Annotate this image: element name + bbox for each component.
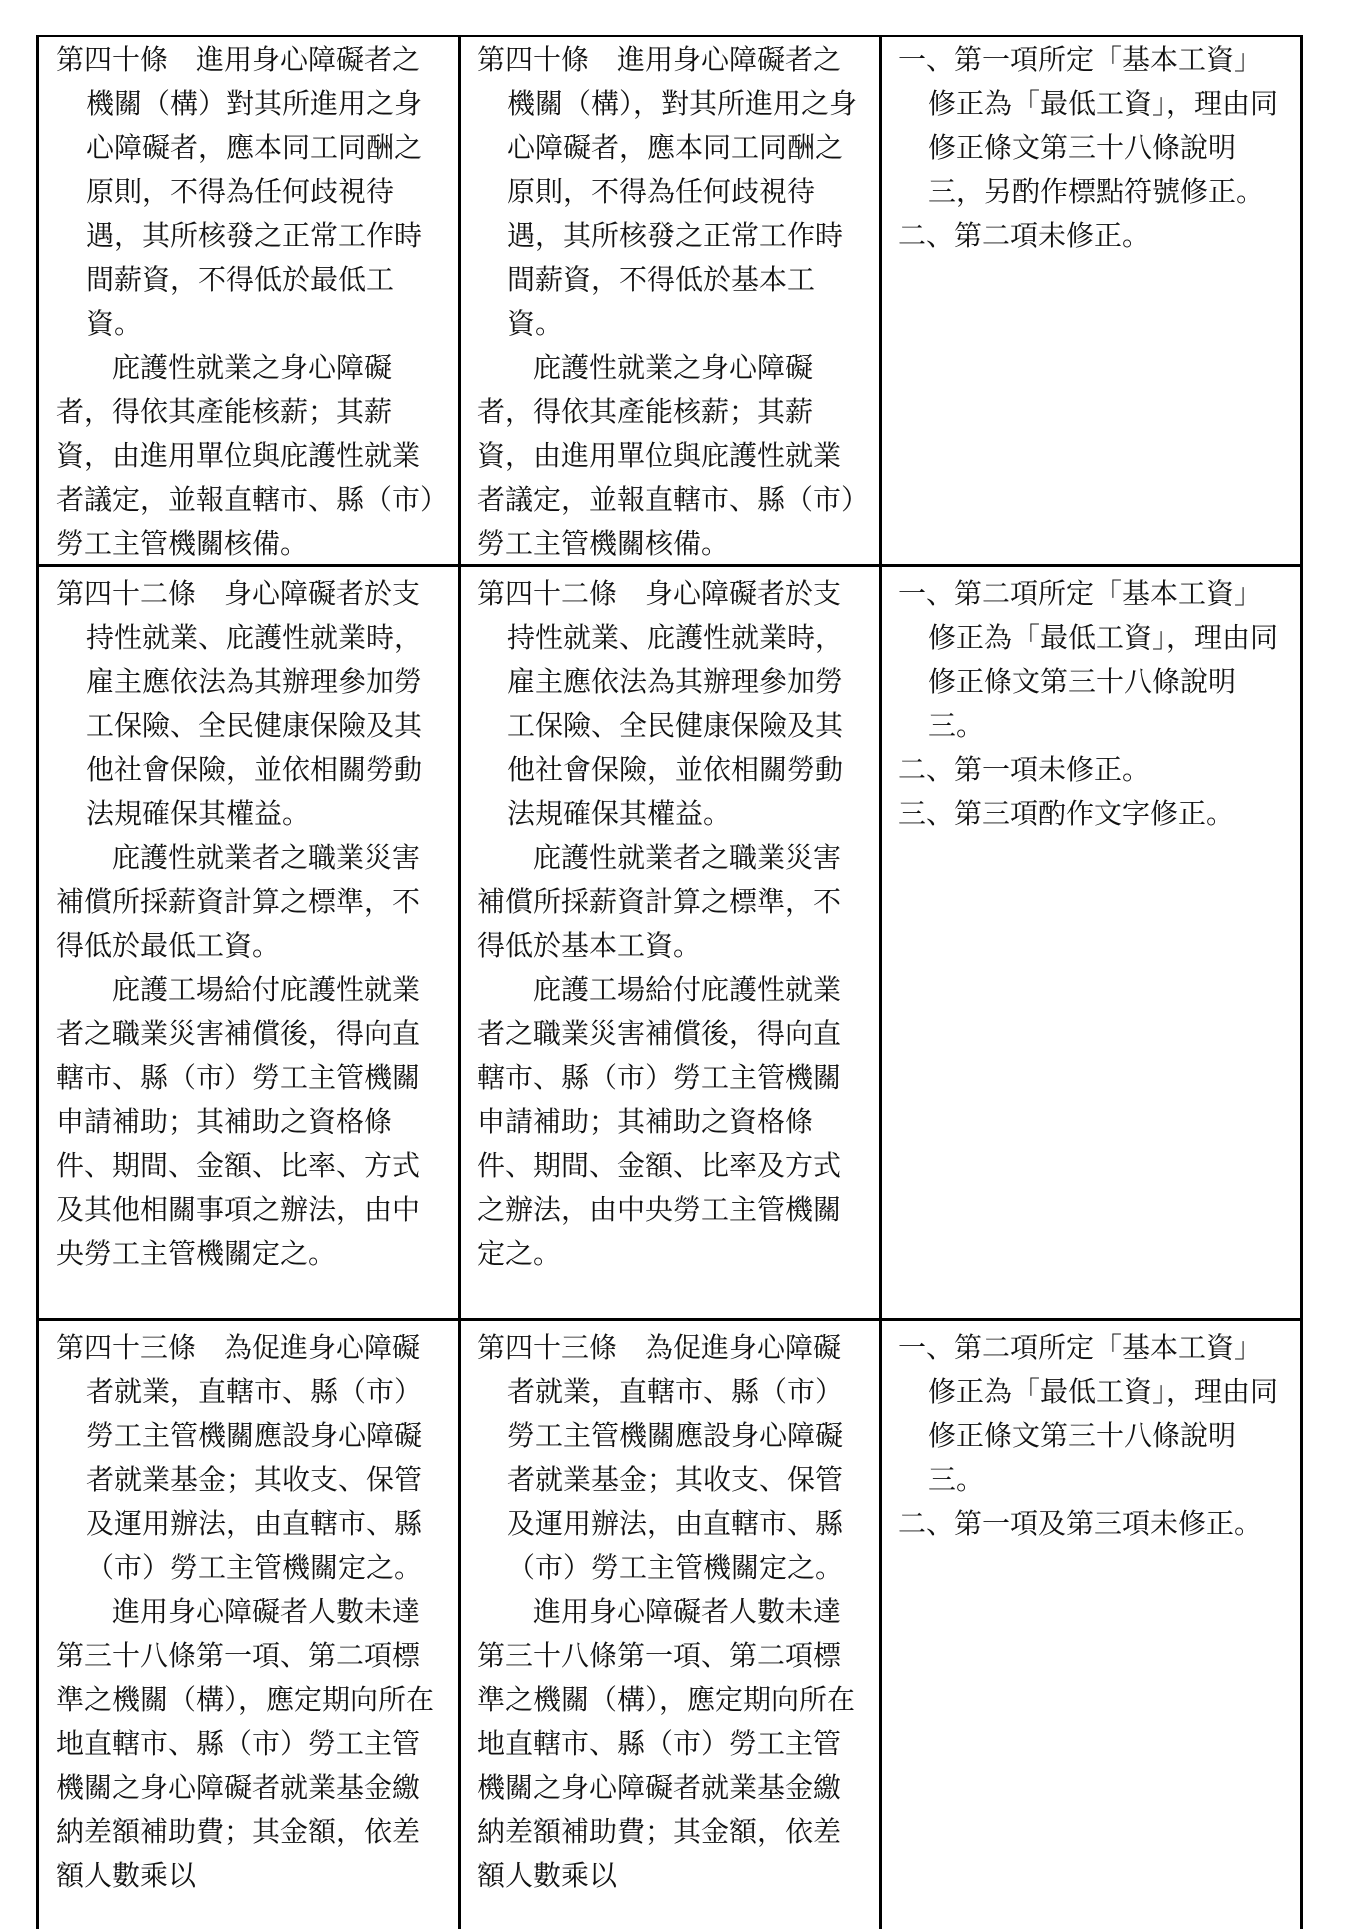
row2-explanation-item2: 二、第一項未修正。 xyxy=(898,753,1151,786)
row2-current-para1: 第四十二條 身心障礙者於支持性就業、庇護性就業時，雇主應依法為其辦理參加勞工保險、全民健康保險及其他社會保險，並依相關勞動法規確保其權益。 xyxy=(477,577,844,830)
row3-amended-para1: 第四十三條 為促進身心障礙者就業，直轄市、縣（市）勞工主管機關應設身心障礙者就業基金；其收支、保管及運用辦法，由直轄市、縣（市）勞工主管機關定之。 xyxy=(56,1331,423,1584)
row3-current-para2: 進用身心障礙者人數未達第三十八條第一項、第二項標準之機關（構），應定期向所在地直轄市、縣（市）勞工主管機關之身心障礙者就業基金繳納差額補助費；其金額，依差額人數乘以 xyxy=(477,1595,856,1892)
row1-amended-cell xyxy=(56,38,444,566)
row2-current-para3: 庇護工場給付庇護性就業者之職業災害補償後，得向直轄市、縣（市）勞工主管機關申請補助；其補助之資格條件、期間、金額、比率及方式之辦法，由中央勞工主管機關定之。 xyxy=(477,973,842,1270)
row3-amended-cell xyxy=(56,1326,444,1898)
row1-current-para2: 庇護性就業之身心障礙者，得依其產能核薪；其薪資，由進用單位與庇護性就業者議定，並報直轄市、縣（市）勞工主管機關核備。 xyxy=(477,351,856,560)
table-right-border xyxy=(1300,35,1303,1929)
row2-current-para2: 庇護性就業者之職業災害補償所採薪資計算之標準，不得低於基本工資。 xyxy=(477,841,842,962)
row2-amended-cell xyxy=(56,572,444,1276)
row1-explanation-item1: 一、第一項所定「基本工資」修正為「最低工資」，理由同修正條文第三十八條說明三，另酌作標點符號修正。 xyxy=(898,43,1279,208)
row1-amended-para2: 庇護性就業之身心障礙者，得依其產能核薪；其薪資，由進用單位與庇護性就業者議定，並報直轄市、縣（市）勞工主管機關核備。 xyxy=(56,351,435,560)
row2-amended-para1: 第四十二條 身心障礙者於支持性就業、庇護性就業時，雇主應依法為其辦理參加勞工保險、全民健康保險及其他社會保險，並依相關勞動法規確保其權益。 xyxy=(56,577,423,830)
row2-explanation-cell xyxy=(898,572,1288,836)
row1-current-para1: 第四十條 進用身心障礙者之機關（構），對其所進用之身心障礙者，應本同工同酬之原則，不得為任何歧視待遇，其所核發之正常工作時間薪資，不得低於基本工資。 xyxy=(477,43,858,340)
row3-explanation-item1: 一、第二項所定「基本工資」修正為「最低工資」，理由同修正條文第三十八條說明三。 xyxy=(898,1331,1279,1496)
row3-current-para1: 第四十三條 為促進身心障礙者就業，直轄市、縣（市）勞工主管機關應設身心障礙者就業基金；其收支、保管及運用辦法，由直轄市、縣（市）勞工主管機關定之。 xyxy=(477,1331,844,1584)
row2-amended-para2: 庇護性就業者之職業災害補償所採薪資計算之標準，不得低於最低工資。 xyxy=(56,841,421,962)
row2-current-cell xyxy=(477,572,865,1276)
row2-explanation-item3: 三、第三項酌作文字修正。 xyxy=(898,797,1235,830)
row3-explanation-item2: 二、第一項及第三項未修正。 xyxy=(898,1507,1263,1540)
column-divider-2 xyxy=(879,35,882,1929)
table-top-border xyxy=(36,35,1303,37)
row2-amended-para3: 庇護工場給付庇護性就業者之職業災害補償後，得向直轄市、縣（市）勞工主管機關申請補助；其補助之資格條件、期間、金額、比率、方式及其他相關事項之辦法，由中央勞工主管機關定之。 xyxy=(56,973,421,1270)
table-left-border xyxy=(36,35,39,1929)
row1-current-cell xyxy=(477,38,865,566)
row3-amended-para2: 進用身心障礙者人數未達第三十八條第一項、第二項標準之機關（構），應定期向所在地直轄市、縣（市）勞工主管機關之身心障礙者就業基金繳納差額補助費；其金額，依差額人數乘以 xyxy=(56,1595,435,1892)
column-divider-1 xyxy=(458,35,461,1929)
row2-explanation-item1: 一、第二項所定「基本工資」修正為「最低工資」，理由同修正條文第三十八條說明三。 xyxy=(898,577,1279,742)
row1-explanation-item2: 二、第二項未修正。 xyxy=(898,219,1151,252)
row-divider-2 xyxy=(36,1318,1303,1321)
row1-explanation-cell xyxy=(898,38,1288,258)
row3-explanation-cell xyxy=(898,1326,1288,1546)
row3-current-cell xyxy=(477,1326,865,1898)
row1-amended-para1: 第四十條 進用身心障礙者之機關（構）對其所進用之身心障礙者，應本同工同酬之原則，不得為任何歧視待遇，其所核發之正常工作時間薪資，不得低於最低工資。 xyxy=(56,43,423,340)
